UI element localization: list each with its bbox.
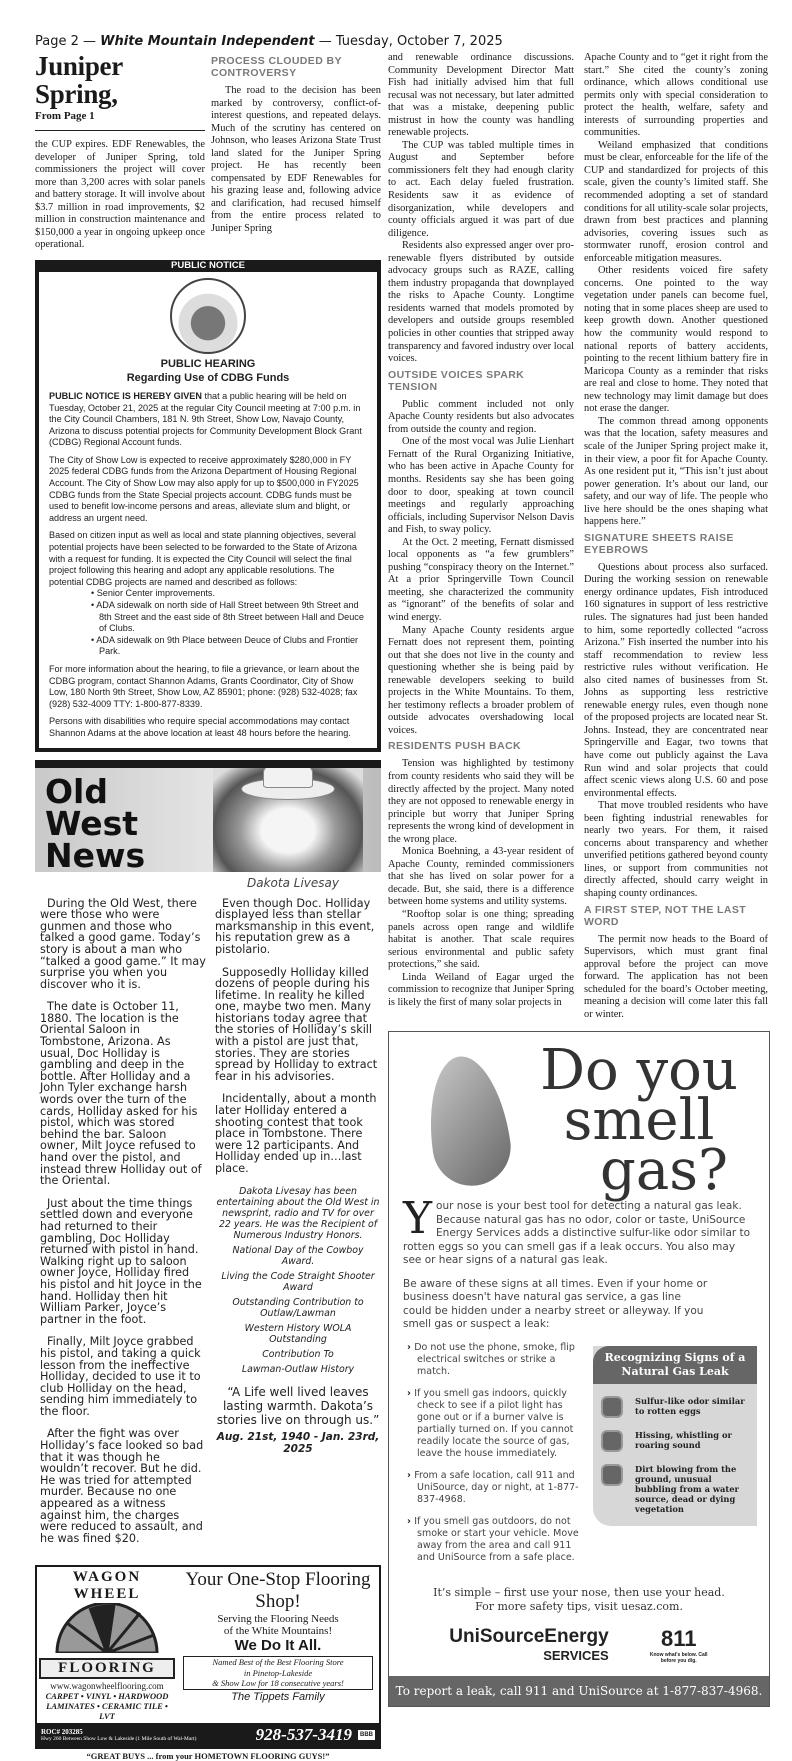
eye-icon [601,1464,623,1486]
headline: Juniper Spring, [35,51,123,109]
ad-headline: Do you smell gas? [540,1038,738,1204]
paragraph: Linda Weiland of Eagar urged the commission to recognize that Juniper Spring is likely the first of many solar projects in [388,971,574,1008]
paragraph: The CUP was tabled multiple times in August and September before commissioners felt they had enough clarity to act. Each delay fueled frustration. Residents saw it as evidence of disorganization, while developers and county officials argued it was part of due diligence. [388,139,574,239]
bullet: › From a safe location, call 911 and UniSource, day or night, at 1-877-837-4968. [407,1470,579,1506]
paragraph: Questions about process also surfaced. During the working session on renewable energy ordinance updates, Fish introduced 160 signatures in support of less restrictive rules. The signatures had just been handed to him, some reportedly collected “across Arizona.” Fish inserted the number into his staff recommendation to review less restrictive rules without verification. He also cited names of businesses from St. Johns as supporting less restrictive renewable energy rules, even though none of the proposed projects are located near St. Johns. Instead, they are concentrated near Springerville and Eagar, two towns that have come out publicly against the Lava Run wind and solar projects that could affect scenic views along U.S. 60 and pose environmental effects. [584,561,768,799]
bullet: › If you smell gas indoors, quickly check to see if a pilot light has gone out or if a burner valve is partially turned on. If you cannot readily locate the source of gas, leave the house immediately. [407,1388,579,1460]
signs-title: Recognizing Signs of a Natural Gas Leak [593,1346,757,1384]
paragraph: Residents also expressed anger over pro-renewable flyers distributed by outside advocacy groups such as RAZE, calling them industry propaganda that downplayed the risks to Apache County. Longtime residents warned that models promoted by developers and outside groups resembled policies in other counties that stripped away transparency and favored industry over local voices. [388,240,574,365]
paragraph: Western History WOLA Outstanding [244,1322,352,1345]
ad-slogan: We Do It All. [234,1637,322,1655]
paragraph: Living the Code Straight Shooter Award [221,1270,375,1293]
paragraph: During the Old West, there were those who were gunmen and those who talked a good game. Today’s story is about a man who “talked a good game.” It may surprise you when you discover who it is. [40,896,206,991]
article-top-row [35,52,381,252]
paragraph: Finally, Milt Joyce grabbed his pistol, and taking a quick lesson from the ineffective Holliday, decided to use it to club Holliday on the head, sending him immediately to the floor. [40,1335,201,1418]
paragraph: Lawman-Outlaw History [241,1363,355,1375]
paragraph: Even though Doc. Holliday displayed less than stellar marksmanship in this event, his reputation grew as a pistolario. [215,896,375,956]
wagon-wheel-icon [52,1603,162,1653]
notice-bar: PUBLIC NOTICE [39,260,377,272]
subhead: PROCESS CLOUDED BY CONTROVERSY [211,55,342,79]
author-bio [215,1186,381,1375]
aware-text: Be aware of these signs at all times. Even if your home or business doesn't have natural gas service, a gas line could be hidden under a nearby street or alleyway. If you smell gas or suspect a leak: [403,1277,708,1331]
right-half [388,52,770,1707]
sign-item: Hissing, whistling or roaring sound [601,1430,749,1452]
project-item: • ADA sidewalk on 9th Place between Deuce of Clubs and Frontier Park. [91,635,367,658]
old-west-col-a [40,898,206,1556]
author-photo [213,768,363,872]
family-name: The Tippets Family [231,1690,325,1703]
paragraph: The permit now heads to the Board of Supervisors, which must grant final approval before the project can move forward. The application has not been scheduled for the board’s October meeting, meaning a decision will come later this fall or winter. [584,933,768,1020]
award-box: Named Best of the Best Flooring Store in Pinetop-Lakeside & Show Low for 18 consecutive years! [183,1656,373,1690]
paragraph: Many Apache County residents argue Fernatt does not represent them, pointing out that she does not live in the county and questioning whether she is being paid by renewable developers seeking to build projects in the White Mountains. To them, her testimony reflects a broader problem of outside advocates overshadowing local voices. [388,624,574,736]
logo-name: WAGON WHEEL [72,1569,142,1603]
products: LAMINATES • CERAMIC TILE • LVT [46,1701,168,1722]
paragraph: That move troubled residents who have been fighting industrial renewables for nearly two years. For them, it raised concerns about transparency and whether unverified petitions gathered beyond county lines, or support from communities not directly affected, should carry weight in shaping county ordinances. [584,800,768,899]
bullet: › If you smell gas outdoors, do not smoke or start your vehicle. Move away from the area and call 911 and UniSource from a safe place. [407,1516,579,1564]
notice-para: Persons with disabilities who require special accommodations may contact Shannon Adams at the above location at least 48 hours before the hearing. [49,716,351,738]
phone-number[interactable]: 928-537-3419 [255,1725,352,1745]
article-col-3 [388,52,574,1009]
roc-number: ROC# 203285 [41,1727,83,1736]
paragraph: Supposedly Holliday killed dozens of people during his lifetime. In reality he killed one, maybe two men. Many historians today agree that the stories of Holliday’s skill with a pistol are just that, stories. They are stories spread by Holliday to extract fear in his advisories. [215,965,378,1083]
logo-word: FLOORING [39,1658,175,1679]
nose-icon [601,1396,623,1418]
sign-item: Dirt blowing from the ground, unusual bubbling from a water source, dead or dying vegetation [601,1464,749,1514]
hat-crown [263,762,313,788]
jump-line: From Page 1 [35,110,95,122]
paragraph: One of the most vocal was Julie Lienhart Fernatt of the Rural Organizing Initiative, who has been active in Apache County for months. Residents say she has been going door to door, speaking at town council meetings and regularly approaching officials, including Supervisor Nelson Davis and Fish, to sway policy. [388,436,574,536]
paragraph: Public comment included not only Apache County residents but also advocates from outside the county and region. [388,398,574,435]
paper-name: White Mountain Independent [100,34,315,49]
footer-line: It’s simple – first use your nose, then use your head. [433,1585,725,1599]
memorial-dates: Aug. 21st, 1940 - Jan. 23rd, 2025 [216,1430,380,1455]
ad-headline: Your One-Stop Flooring Shop! [185,1569,371,1613]
paragraph: Dakota Livesay has been entertaining about the Old West in newsprint, radio and TV for over 22 years. He was the Recipient of Numerous Industry Honors. [216,1185,380,1241]
divider [35,130,205,131]
bullet: › Do not use the phone, smoke, flip electrical switches or strike a match. [407,1342,579,1378]
memorial-quote: “A Life well lived leaves lasting warmth. Dakota’s stories live on through us.” [216,1384,380,1427]
page-header [35,34,503,49]
page-number: Page 2 — [35,34,97,49]
paragraph: Incidentally, about a month later Holliday entered a shooting contest that took place in Tombstone. There were 12 participants. And Holliday ended up in…last place. [215,1092,377,1176]
paragraph: Outstanding Contribution to Outlaw/Lawman [232,1296,364,1319]
flooring-contact-bar [37,1723,379,1747]
paragraph: Monica Boehning, a 43-year resident of Apache County, reminded commissioners that she has lived on solar power for a decade. But, she said, there is a difference between home systems and utility systems. [388,846,574,908]
ad-sub: Serving the Flooring Needs [217,1613,339,1626]
signs-box [593,1346,757,1526]
flooring-ad [35,1565,381,1749]
notice-title: PUBLIC HEARING [160,357,256,370]
bbb-logo: BBB [360,1732,373,1739]
store-address: Hwy 260 Between Show Low & Lakeside (1 Mile South of Wal-Mart) [41,1735,197,1742]
gas-safety-ad [388,1031,770,1707]
ear-icon [601,1430,623,1452]
notice-para: For more information about the hearing, to file a grievance, or learn about the CDBG program, contact Shannon Adams, Grants Coordinator, City of Show Low, 180 North 9th Street, Show Low, AZ 85901; phone: (928) 532-4028; fax (928) 532-4009 TTY: 1-800-877-8339. [49,663,360,709]
drop-cap: Y [403,1193,433,1245]
notice-para: PUBLIC NOTICE IS HEREBY GIVEN that a public hearing will be held on Tuesday, October 21, 2025 at the regular City Council meeting at 7:00 p.m. in the City Council Chambers, 181 N. 9th Street, Show Low, Navajo County, Arizona to discuss potential projects for Community Development Block Grant (CDBG) Regional Account funds. [49,390,362,448]
project-list [49,588,367,658]
wagon-wheel-logo [37,1567,177,1723]
website-link[interactable]: www.wagonwheelflooring.com [50,1681,164,1692]
paragraph: Weiland emphasized that conditions must be clear, enforceable for the life of the CUP and standardized for projects of this scale, given the county’s limited staff. She recommended adopting a set of standard conditions for all utility-scale solar projects, drawn from best practices and planning advisories, covering issues such as stormwater runoff, erosion control and enforceable mitigation measures. [584,139,768,264]
ad-sub: of the White Mountains! [223,1625,333,1638]
issue-date: — Tuesday, October 7, 2025 [318,34,503,49]
subhead: RESIDENTS PUSH BACK [388,740,522,753]
paragraph: The common thread among opponents was that the location, safety measures and scale of the Juniper Spring project make it, in their view, a poor fit for Apache County. As one resident put it, “This isn’t just about power generation. It’s about our land, our safety, and our way of life. The people who live here should be the ones shaping what happens here.” [584,415,768,528]
report-bar: To report a leak, call 911 and UniSource at 1-877-837-4968. [389,1676,769,1706]
public-notice [35,260,381,752]
old-west-columns [35,898,381,1556]
811-logo: 811 Know what's below. Call before you dig. [649,1625,708,1664]
flame-icon [420,1052,515,1192]
paragraph: Just about the time things settled down and everyone had returned to their gambling, Doc Holliday returned with pistol in hand. Walking right up to saloon owner Joyce, Holliday fired his pistol and hit Joyce in the hand. Holliday then hit William Parker, Joyce’s partner in the foot. [40,1196,202,1326]
paragraph: Apache County and to “get it right from the start.” She cited the county’s zoning ordinance, which allows conditional use permits only with special consideration to protect the health, welfare, safety and interests of surrounding properties and communities. [584,52,768,139]
city-seal-logo [170,278,246,354]
paragraph: At the Oct. 2 meeting, Fernatt dismissed local opponents as “a few grumblers” pushing “conspiracy theory on the Internet.” At a prior Springerville Town Council meeting, she characterized the community as “ignorant” of the benefits of solar and wind energy. [388,536,574,623]
column-title: Old West News [45,771,146,872]
safety-bullets [407,1342,579,1574]
article-col-4 [584,52,768,1021]
project-item: • ADA sidewalk on north side of Hall Street between 9th Street and 8th Street and the east side of 8th Street between Hall and Deuce of Clubs. [91,600,367,635]
paragraph: the CUP expires. EDF Renewables, the developer of Juniper Spring, told commissioners the project will cover more than 3,200 acres with solar panels and battery storage. It will involve about $3.7 million in road improvements, $2 million in construction maintenance and $150,000 a year in ongoing upkeep once operational. [35,139,205,251]
notice-subtitle: Regarding Use of CDBG Funds [126,371,290,384]
unisource-logo: UniSourceEnergy SERVICES [449,1626,609,1664]
footer-line: For more safety tips, visit uesaz.com. [475,1599,683,1613]
paragraph: National Day of the Cowboy Award. [232,1244,364,1267]
paragraph: The road to the decision has been marked by controversy, conflict-of-interest questions, and repeated delays. Much of the scrutiny has centered on Johnson, who leases Arizona State Trust land slated for the Juniper Spring project. He has recently been compensated by EDF Renewables for his grazing lease and, following advice and clarification, had recused himself from the entire process related to Juniper Spring [211,85,381,235]
project-item: • Senior Center improvements. [91,588,367,600]
paragraph: Other residents voiced fire safety concerns. One pointed to the way vegetation under panels can become fuel, noting that in some places sheep are used to keep growth down. Another questioned how the community would respond to national reports of battery accidents, pointing to the recent lithium battery fire in Maricopa County as a reminder that risks are real and close to home. They noted that new technology may limit damage but does not erase the danger. [584,265,768,415]
flooring-tagline: “GREAT BUYS ... from your HOMETOWN FLOORING GUYS!” [86,1751,330,1761]
paragraph: The date is October 11, 1880. The location is the Oriental Saloon in Tombstone, Arizona. As usual, Doc Holliday is gambling and deep in the bottle. After Holliday and a John Tyler exchange harsh words over the turn of the cards, Holliday asked for his pistol, which was stored behind the bar. Saloon owner, Milt Joyce refused to hand over the pistol, and instead threw Holliday out of the Oriental. [40,1000,202,1188]
paragraph: After the fight was over Holliday’s face looked so bad that it was though he wouldn’t recover. But he did. He was tried for attempted murder. Because no one appeared as a witness against him, the charges were reduced to assault, and he was fined $20. [40,1427,204,1545]
old-west-col-b [215,898,381,1556]
subhead: SIGNATURE SHEETS RAISE EYEBROWS [584,531,734,556]
intro-text: Your nose is your best tool for detecting a natural gas leak. Because natural gas has no odor, color or taste, UniSource Energy Services adds a distinctive sulfur-like odor similar to rotten eggs so you can smell gas if a leak occurs. You also may see or hear signs of a natural gas leak. [403,1193,751,1267]
photo-caption: Dakota Livesay [247,875,339,890]
paragraph: Contribution To [262,1348,334,1360]
notice-para: The City of Show Low is expected to receive approximately $280,000 in FY 2025 federal CDBG funds from the Arizona Department of Housing Regional Account. The City of Show Low may also apply for up to $500,000 in FY2025 CDBG funds from the State Special projects account. CDBG funds must be used to benefit low-income persons and areas, alleviate slum and blight, or address an urgent need. [49,454,359,523]
subhead: A FIRST STEP, NOT THE LAST WORD [584,903,747,928]
notice-para: Based on citizen input as well as local and state planning objectives, several potential projects have been selected to be forwarded to the State of Arizona with a request for funding. It is expected the City Council will select the final project following this hearing and adopt any applicable resolutions. The potential CDBG projects are named and described as follows: [49,530,357,587]
article-col-1 [35,52,205,252]
paragraph: and renewable ordinance discussions. Community Development Director Matt Fish had initially advised him that full recusal was not necessary, but later admitted that was a mistake, deepening public mistrust in how the county was handling renewable projects. [388,52,574,139]
left-half [35,52,381,1761]
paragraph: Tension was highlighted by testimony from county residents who said they will be directly affected by the project. Many noted they are not opposed to renewable energy in principle but worry that Juniper Spring represents the wrong kind of development in the wrong place. [388,758,574,845]
article-col-2 [211,52,381,236]
paragraph: “Rooftop solar is one thing; spreading panels across open range and wildlife habitat is another. That scale requires serious environmental and public safety protections,” she said. [388,909,574,971]
sign-item: Sulfur-like odor similar to rotten eggs [601,1396,749,1418]
products: CARPET • VINYL • HARDWOOD [45,1691,169,1702]
subhead: OUTSIDE VOICES SPARK TENSION [388,368,525,393]
old-west-banner [35,760,381,872]
article-right-row [388,52,770,1021]
